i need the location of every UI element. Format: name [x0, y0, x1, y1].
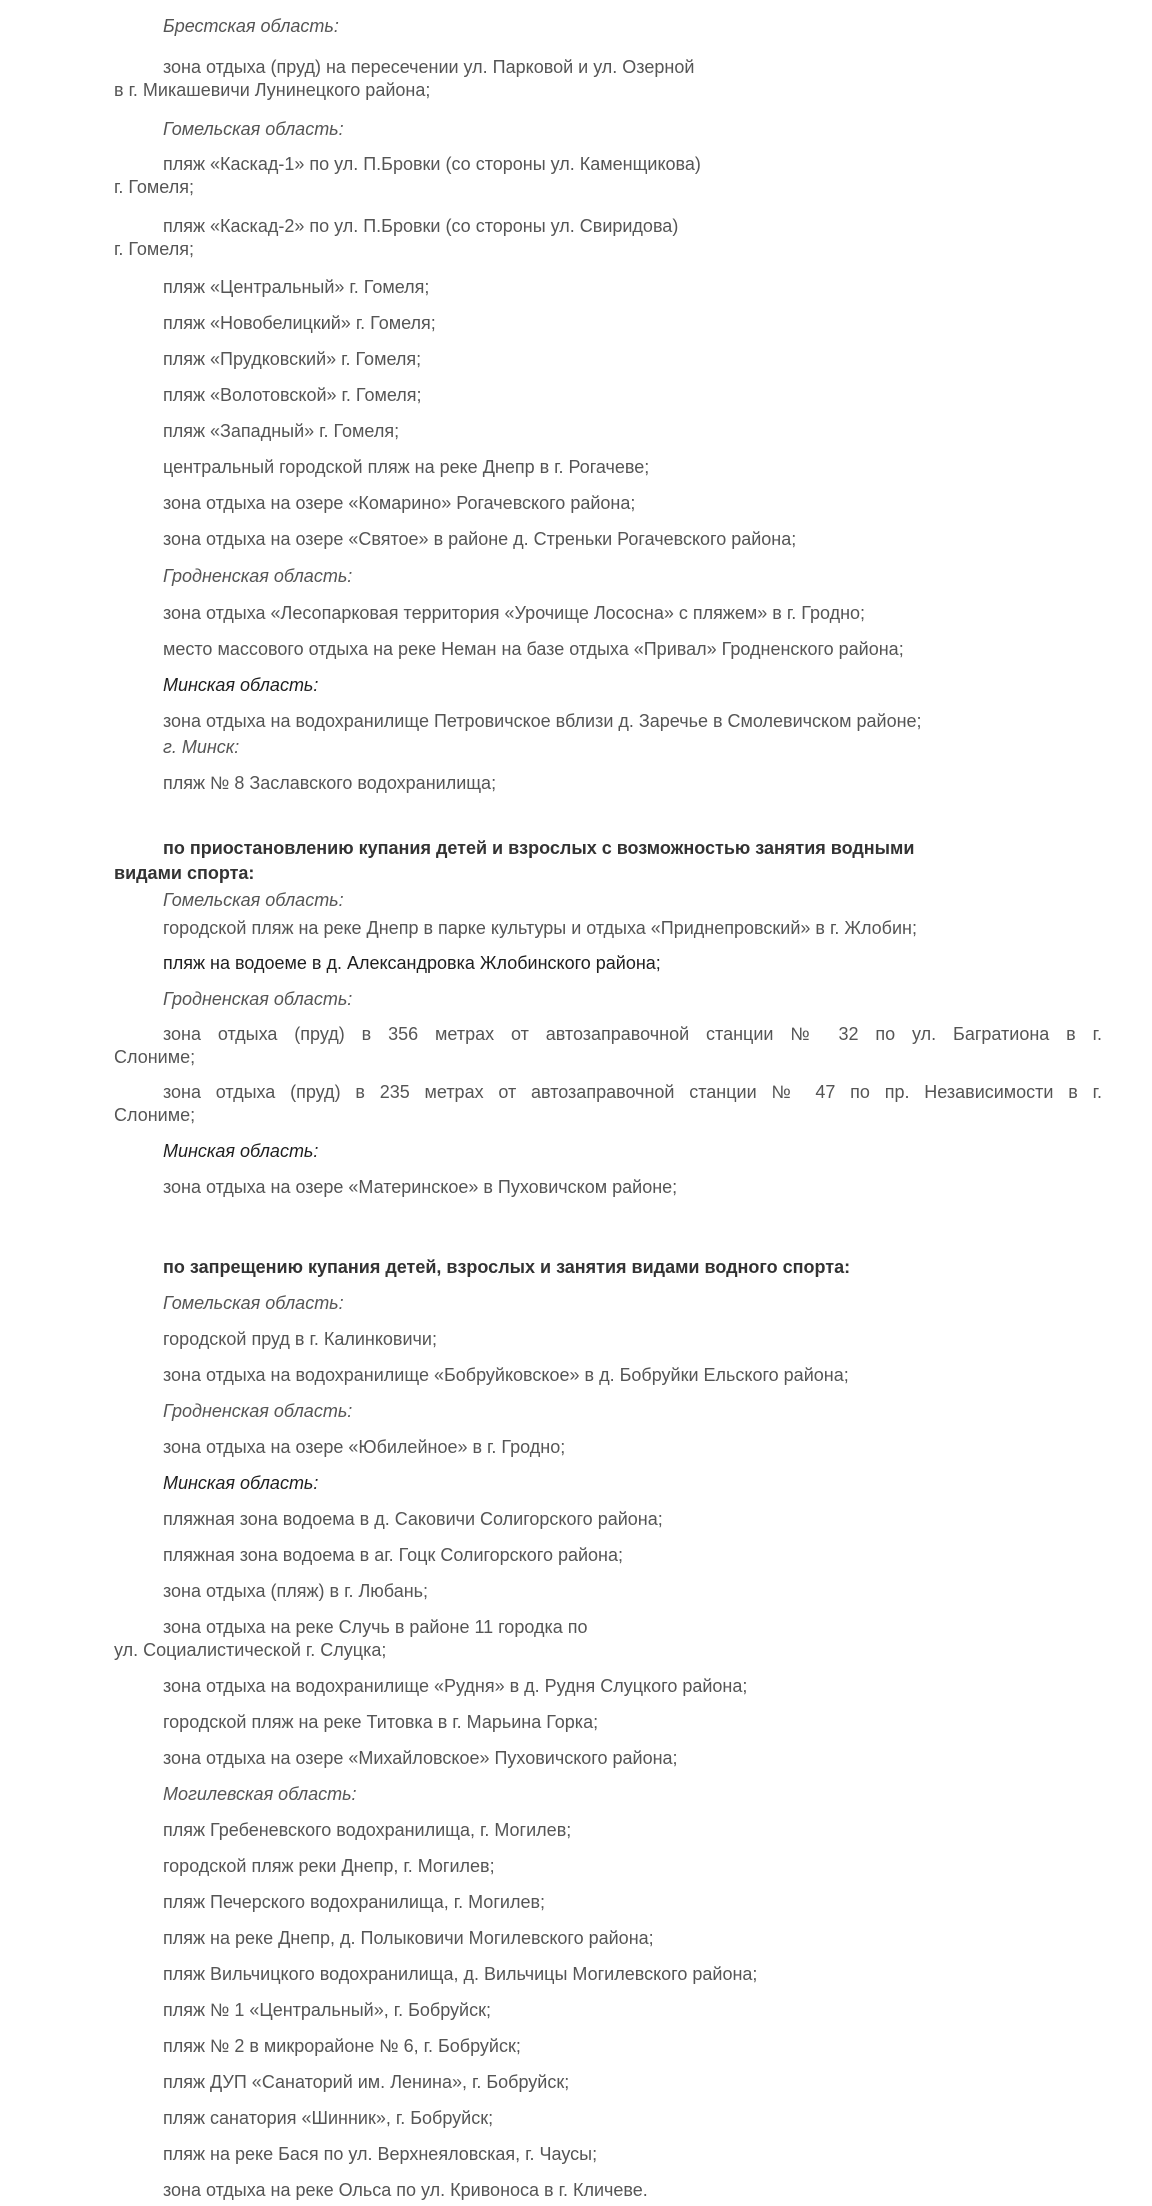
- list-item-continuation: ул. Социалистической г. Слуцка;: [114, 1640, 387, 1660]
- list-item-continuation: в г. Микашевичи Лунинецкого района;: [114, 80, 431, 100]
- list-item: пляж на водоеме в д. Александровка Жлобинского района;: [163, 953, 661, 973]
- list-item: городской пляж реки Днепр, г. Могилев;: [163, 1856, 495, 1876]
- list-item: зона отдыха на водохранилище Петровичское вблизи д. Заречье в Смолевичском районе;: [163, 711, 922, 731]
- list-item: пляж на реке Днепр, д. Полыковичи Могилевского района;: [163, 1928, 654, 1948]
- list-item: пляж № 2 в микрорайоне № 6, г. Бобруйск;: [163, 2036, 521, 2056]
- region-heading: Гомельская область:: [163, 1293, 344, 1313]
- region-heading: Гродненская область:: [163, 989, 353, 1009]
- section-heading: по запрещению купания детей, взрослых и занятия видами водного спорта:: [163, 1257, 851, 1277]
- list-item: центральный городской пляж на реке Днепр в г. Рогачеве;: [163, 457, 650, 477]
- list-item: пляж «Прудковский» г. Гомеля;: [163, 349, 422, 369]
- list-item: пляжная зона водоема в аг. Гоцк Солигорского района;: [163, 1545, 623, 1565]
- list-item: зона отдыха на озере «Юбилейное» в г. Гродно;: [163, 1437, 566, 1457]
- region-heading: Гродненская область:: [163, 1401, 353, 1421]
- list-item-continuation: г. Гомеля;: [114, 177, 194, 197]
- list-item: зона отдыха на озере «Материнское» в Пуховичском районе;: [163, 1177, 678, 1197]
- region-heading: Минская область:: [163, 675, 319, 695]
- list-item: пляж на реке Бася по ул. Верхнеяловская, г. Чаусы;: [163, 2144, 598, 2164]
- region-heading: Гомельская область:: [163, 119, 344, 139]
- list-item: зона отдыха «Лесопарковая территория «Урочище Лососна» с пляжем» в г. Гродно;: [163, 603, 866, 623]
- list-item: пляж ДУП «Санаторий им. Ленина», г. Бобруйск;: [163, 2072, 570, 2092]
- list-item: пляж «Западный» г. Гомеля;: [163, 421, 400, 441]
- list-item: зона отдыха на водохранилище «Рудня» в д. Рудня Слуцкого района;: [163, 1676, 748, 1696]
- list-item: пляж № 1 «Центральный», г. Бобруйск;: [163, 2000, 491, 2020]
- region-heading: Минская область:: [163, 1141, 319, 1161]
- list-item: пляжная зона водоема в д. Саковичи Солигорского района;: [163, 1509, 663, 1529]
- list-item: пляж Гребеневского водохранилища, г. Могилев;: [163, 1820, 572, 1840]
- list-item: городской пруд в г. Калинковичи;: [163, 1329, 437, 1349]
- list-item: пляж «Каскад-1» по ул. П.Бровки (со стороны ул. Каменщикова): [163, 154, 701, 174]
- list-item: зона отдыха (пляж) в г. Любань;: [163, 1581, 429, 1601]
- list-item: место массового отдыха на реке Неман на базе отдыха «Привал» Гродненского района;: [163, 639, 904, 659]
- region-heading: Гомельская область:: [163, 890, 344, 910]
- list-item-continuation: Слониме;: [114, 1047, 196, 1067]
- list-item: зона отдыха (пруд) в 356 метрах от автозаправочной станции № 32 по ул. Багратиона в г.: [163, 1024, 1102, 1044]
- list-item: зона отдыха на озере «Комарино» Рогачевского района;: [163, 493, 636, 513]
- list-item: пляж «Каскад-2» по ул. П.Бровки (со стороны ул. Свиридова): [163, 216, 679, 236]
- region-heading: г. Минск:: [163, 737, 240, 757]
- list-item: пляж Вильчицкого водохранилища, д. Вильчицы Могилевского района;: [163, 1964, 758, 1984]
- region-heading: Брестская область:: [163, 16, 339, 36]
- list-item: городской пляж на реке Днепр в парке культуры и отдыха «Приднепровский» в г. Жлобин;: [163, 918, 917, 938]
- list-item-continuation: Слониме;: [114, 1105, 196, 1125]
- section-heading-continuation: видами спорта:: [114, 863, 255, 883]
- list-item: зона отдыха на озере «Михайловское» Пуховичского района;: [163, 1748, 678, 1768]
- section-heading: по приостановлению купания детей и взрослых с возможностью занятия водными: [163, 838, 915, 858]
- region-heading: Гродненская область:: [163, 566, 353, 586]
- list-item: зона отдыха (пруд) в 235 метрах от автозаправочной станции № 47 по пр. Независимости в г.: [163, 1082, 1102, 1102]
- list-item: зона отдыха (пруд) на пересечении ул. Парковой и ул. Озерной: [163, 57, 695, 77]
- list-item: зона отдыха на реке Случь в районе 11 городка по: [163, 1617, 588, 1637]
- list-item: пляж «Волотовской» г. Гомеля;: [163, 385, 422, 405]
- list-item: пляж санатория «Шинник», г. Бобруйск;: [163, 2108, 494, 2128]
- region-heading: Могилевская область:: [163, 1784, 357, 1804]
- list-item: пляж Печерского водохранилища, г. Могилев;: [163, 1892, 546, 1912]
- list-item: пляж «Центральный» г. Гомеля;: [163, 277, 430, 297]
- region-heading: Минская область:: [163, 1473, 319, 1493]
- list-item: пляж № 8 Заславского водохранилища;: [163, 773, 497, 793]
- list-item-continuation: г. Гомеля;: [114, 239, 194, 259]
- list-item: зона отдыха на водохранилище «Бобруйковское» в д. Бобруйки Ельского района;: [163, 1365, 849, 1385]
- list-item: пляж «Новобелицкий» г. Гомеля;: [163, 313, 436, 333]
- list-item: зона отдыха на озере «Святое» в районе д. Стреньки Рогачевского района;: [163, 529, 797, 549]
- list-item: городской пляж на реке Титовка в г. Марьина Горка;: [163, 1712, 599, 1732]
- list-item: зона отдыха на реке Ольса по ул. Кривоноса в г. Кличеве.: [163, 2180, 648, 2200]
